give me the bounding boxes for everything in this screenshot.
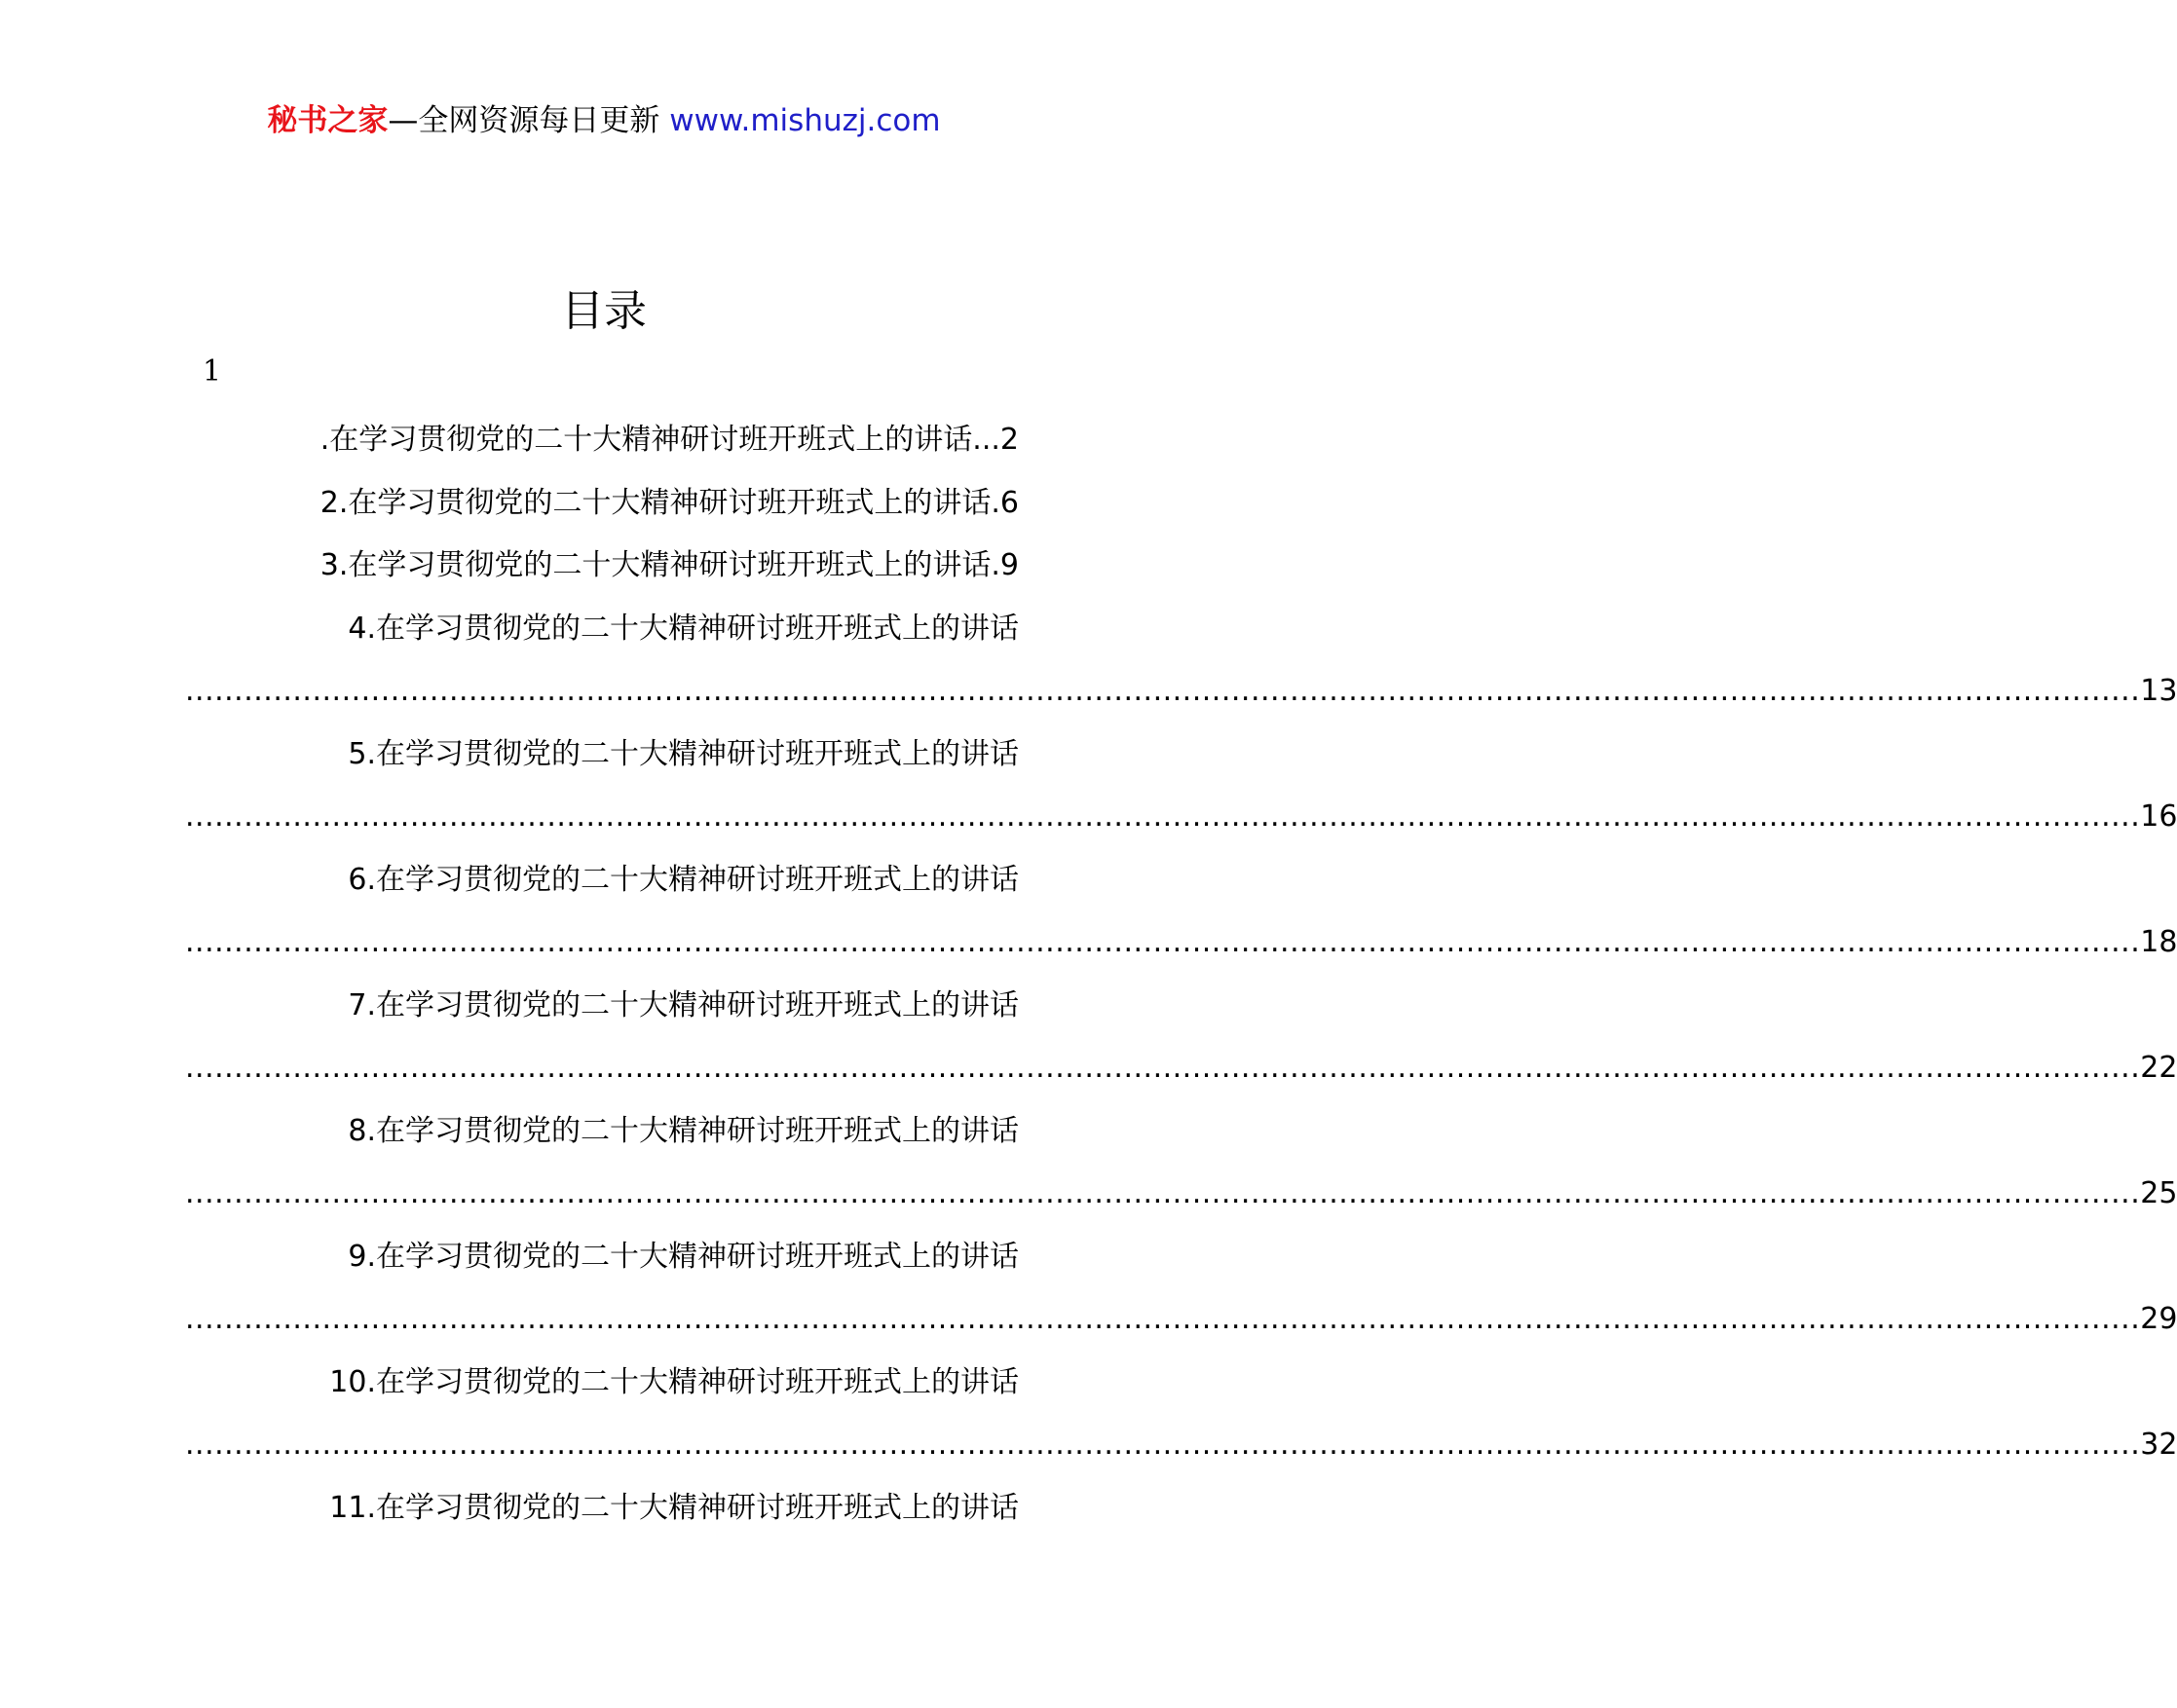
toc-entry-leader: [185, 786, 2177, 849]
toc-entry-leader: [185, 1037, 2177, 1100]
dot-leader: ........................................................................................................................................................................................................: [185, 1428, 2141, 1462]
toc-entry-leader: [185, 1163, 2177, 1226]
toc-page-number: 29: [2140, 1302, 2177, 1336]
toc-entry-title[interactable]: 9.在学习贯彻党的二十大精神研讨班开班式上的讲话: [348, 1239, 1019, 1274]
toc-entry-title[interactable]: 10.在学习贯彻党的二十大精神研讨班开班式上的讲话: [329, 1364, 1019, 1399]
dot-leader: ........................................................................................................................................................................................................: [185, 925, 2141, 959]
table-of-contents: [185, 409, 2177, 1540]
toc-entry-leader: [185, 1414, 2177, 1477]
page-header: [0, 95, 1208, 146]
toc-page-number: 22: [2140, 1051, 2177, 1085]
toc-page-number: 25: [2140, 1176, 2177, 1210]
toc-page-number: 13: [2140, 674, 2177, 708]
toc-title: 目录: [561, 286, 647, 336]
toc-page-number: 16: [2140, 799, 2177, 834]
toc-entry-3[interactable]: 3.在学习贯彻党的二十大精神研讨班开班式上的讲话.9: [319, 548, 1019, 582]
toc-entry-title[interactable]: 4.在学习贯彻党的二十大精神研讨班开班式上的讲话: [348, 611, 1019, 646]
dot-leader: ........................................................................................................................................................................................................: [185, 799, 2141, 834]
toc-entry-title[interactable]: 11.在学习贯彻党的二十大精神研讨班开班式上的讲话: [329, 1490, 1019, 1525]
toc-entry-1[interactable]: .在学习贯彻党的二十大精神研讨班开班式上的讲话...2: [319, 423, 1019, 457]
dot-leader: ........................................................................................................................................................................................................: [185, 1051, 2141, 1085]
toc-entry-2[interactable]: 2.在学习贯彻党的二十大精神研讨班开班式上的讲话.6: [319, 485, 1019, 520]
dot-leader: ........................................................................................................................................................................................................: [185, 674, 2141, 708]
header-slogan: —全网资源每日更新: [388, 103, 660, 138]
dot-leader: ........................................................................................................................................................................................................: [185, 1176, 2141, 1210]
website-link[interactable]: www.mishuzj.com: [669, 103, 941, 138]
toc-page-number: 32: [2140, 1428, 2177, 1462]
brand-name: 秘书之家: [267, 103, 389, 138]
toc-page-number: 18: [2140, 925, 2177, 959]
toc-entry-leader: [185, 911, 2177, 975]
toc-entry-title[interactable]: 7.在学习贯彻党的二十大精神研讨班开班式上的讲话: [348, 987, 1019, 1022]
stray-number: 1: [203, 354, 222, 389]
toc-entry-leader: [185, 1288, 2177, 1352]
dot-leader: ........................................................................................................................................................................................................: [185, 1302, 2141, 1336]
toc-entry-leader: [185, 660, 2177, 724]
toc-entry-title[interactable]: 6.在学习贯彻党的二十大精神研讨班开班式上的讲话: [348, 862, 1019, 897]
toc-entry-title[interactable]: 5.在学习贯彻党的二十大精神研讨班开班式上的讲话: [348, 736, 1019, 771]
toc-entry-title[interactable]: 8.在学习贯彻党的二十大精神研讨班开班式上的讲话: [348, 1113, 1019, 1148]
